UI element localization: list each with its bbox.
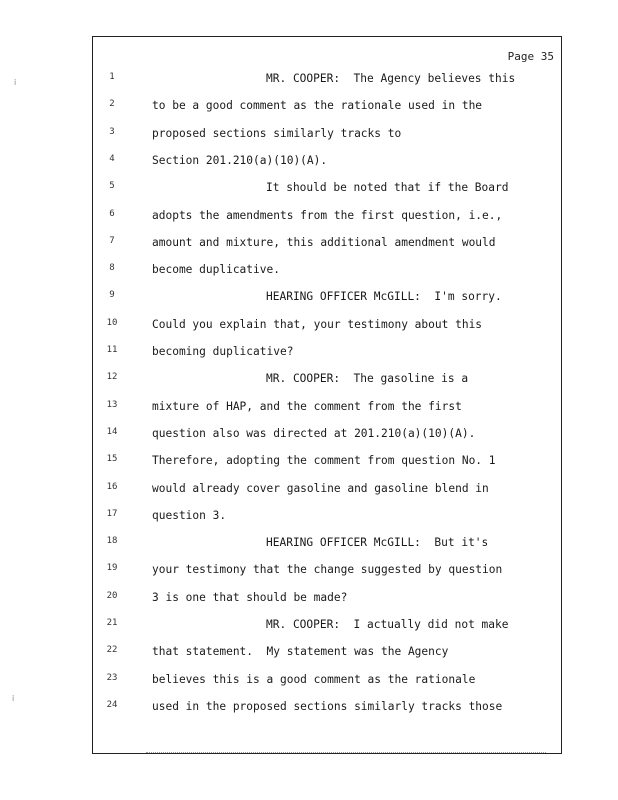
transcript-line xyxy=(92,372,562,392)
line-text: would already cover gasoline and gasoline blend in xyxy=(152,481,489,495)
page-number: Page 35 xyxy=(507,50,554,63)
line-number: 21 xyxy=(106,618,118,628)
line-text: Could you explain that, your testimony about this xyxy=(152,317,483,331)
line-number: 17 xyxy=(106,508,118,519)
line-number: 11 xyxy=(106,345,118,355)
transcript-line xyxy=(92,209,562,229)
line-text: question 3. xyxy=(152,508,227,522)
line-number: 9 xyxy=(109,290,115,301)
transcript-line xyxy=(92,618,562,638)
line-number: 19 xyxy=(106,563,118,574)
line-text: MR. COOPER: The Agency believes this xyxy=(266,72,516,85)
line-text: MR. COOPER: The gasoline is a xyxy=(266,372,469,386)
line-text: mixture of HAP, and the comment from the first xyxy=(152,399,462,413)
line-text: HEARING OFFICER McGILL: But it's xyxy=(266,536,489,550)
transcript-line xyxy=(92,154,562,174)
line-number: 6 xyxy=(109,208,115,219)
line-number: 8 xyxy=(109,263,115,274)
line-text: believes this is a good comment as the rationale xyxy=(152,672,476,686)
line-text: that statement. My statement was the Agency xyxy=(152,645,449,659)
line-number: 5 xyxy=(109,181,115,192)
line-number: 18 xyxy=(106,536,118,547)
line-number: 1 xyxy=(109,72,115,82)
transcript-line xyxy=(92,400,562,420)
line-number: 13 xyxy=(106,399,118,410)
line-text: Therefore, adopting the comment from question No. 1 xyxy=(152,454,496,468)
line-number: 3 xyxy=(109,126,115,137)
transcript-line xyxy=(92,563,562,583)
line-number: 23 xyxy=(106,672,118,683)
transcript-line xyxy=(92,427,562,447)
line-number: 14 xyxy=(106,426,118,437)
line-text: HEARING OFFICER McGILL: I'm sorry. xyxy=(266,290,502,304)
line-number: 20 xyxy=(106,590,118,601)
line-number: 12 xyxy=(106,372,118,383)
transcript-line xyxy=(92,72,562,92)
line-number: 15 xyxy=(106,454,118,465)
scan-artifact-line xyxy=(146,752,546,755)
line-number: 7 xyxy=(109,235,115,246)
line-text: 3 is one that should be made? xyxy=(152,590,348,604)
transcript-line xyxy=(92,318,562,338)
line-text: MR. COOPER: I actually did not make xyxy=(266,618,509,631)
transcript-line xyxy=(92,591,562,611)
transcript-line xyxy=(92,345,562,365)
transcript-line xyxy=(92,181,562,201)
transcript-line xyxy=(92,263,562,283)
line-text: become duplicative. xyxy=(152,263,280,277)
transcript-line xyxy=(92,482,562,502)
line-text: adopts the amendments from the first question, i.e., xyxy=(152,208,503,222)
line-number: 2 xyxy=(109,99,115,110)
transcript-line xyxy=(92,509,562,529)
transcript-line xyxy=(92,290,562,310)
line-text: your testimony that the change suggested by question xyxy=(152,563,503,577)
line-number: 16 xyxy=(106,481,118,492)
line-text: question also was directed at 201.210(a)(10)(A). xyxy=(152,426,476,440)
line-number: 22 xyxy=(106,645,118,656)
line-text: used in the proposed sections similarly tracks those xyxy=(152,699,503,713)
line-text: proposed sections similarly tracks to xyxy=(152,126,402,140)
line-number: 4 xyxy=(109,153,115,164)
line-text: amount and mixture, this additional amendment would xyxy=(152,235,496,249)
transcript-line xyxy=(92,673,562,693)
line-text: becoming duplicative? xyxy=(152,345,294,358)
line-number: 10 xyxy=(106,317,118,328)
transcript-line xyxy=(92,236,562,256)
line-text: to be a good comment as the rationale used in the xyxy=(152,99,483,113)
line-text: It should be noted that if the Board xyxy=(266,181,509,195)
transcript-line xyxy=(92,127,562,147)
transcript-line xyxy=(92,700,562,720)
transcript-line xyxy=(92,454,562,474)
line-number: 24 xyxy=(106,699,118,710)
line-text: Section 201.210(a)(10)(A). xyxy=(152,153,328,167)
scan-speck: ⅰ xyxy=(14,78,17,87)
scan-speck: ⅰ xyxy=(12,694,15,703)
transcript-line xyxy=(92,536,562,556)
transcript-line xyxy=(92,99,562,119)
transcript-line xyxy=(92,645,562,665)
